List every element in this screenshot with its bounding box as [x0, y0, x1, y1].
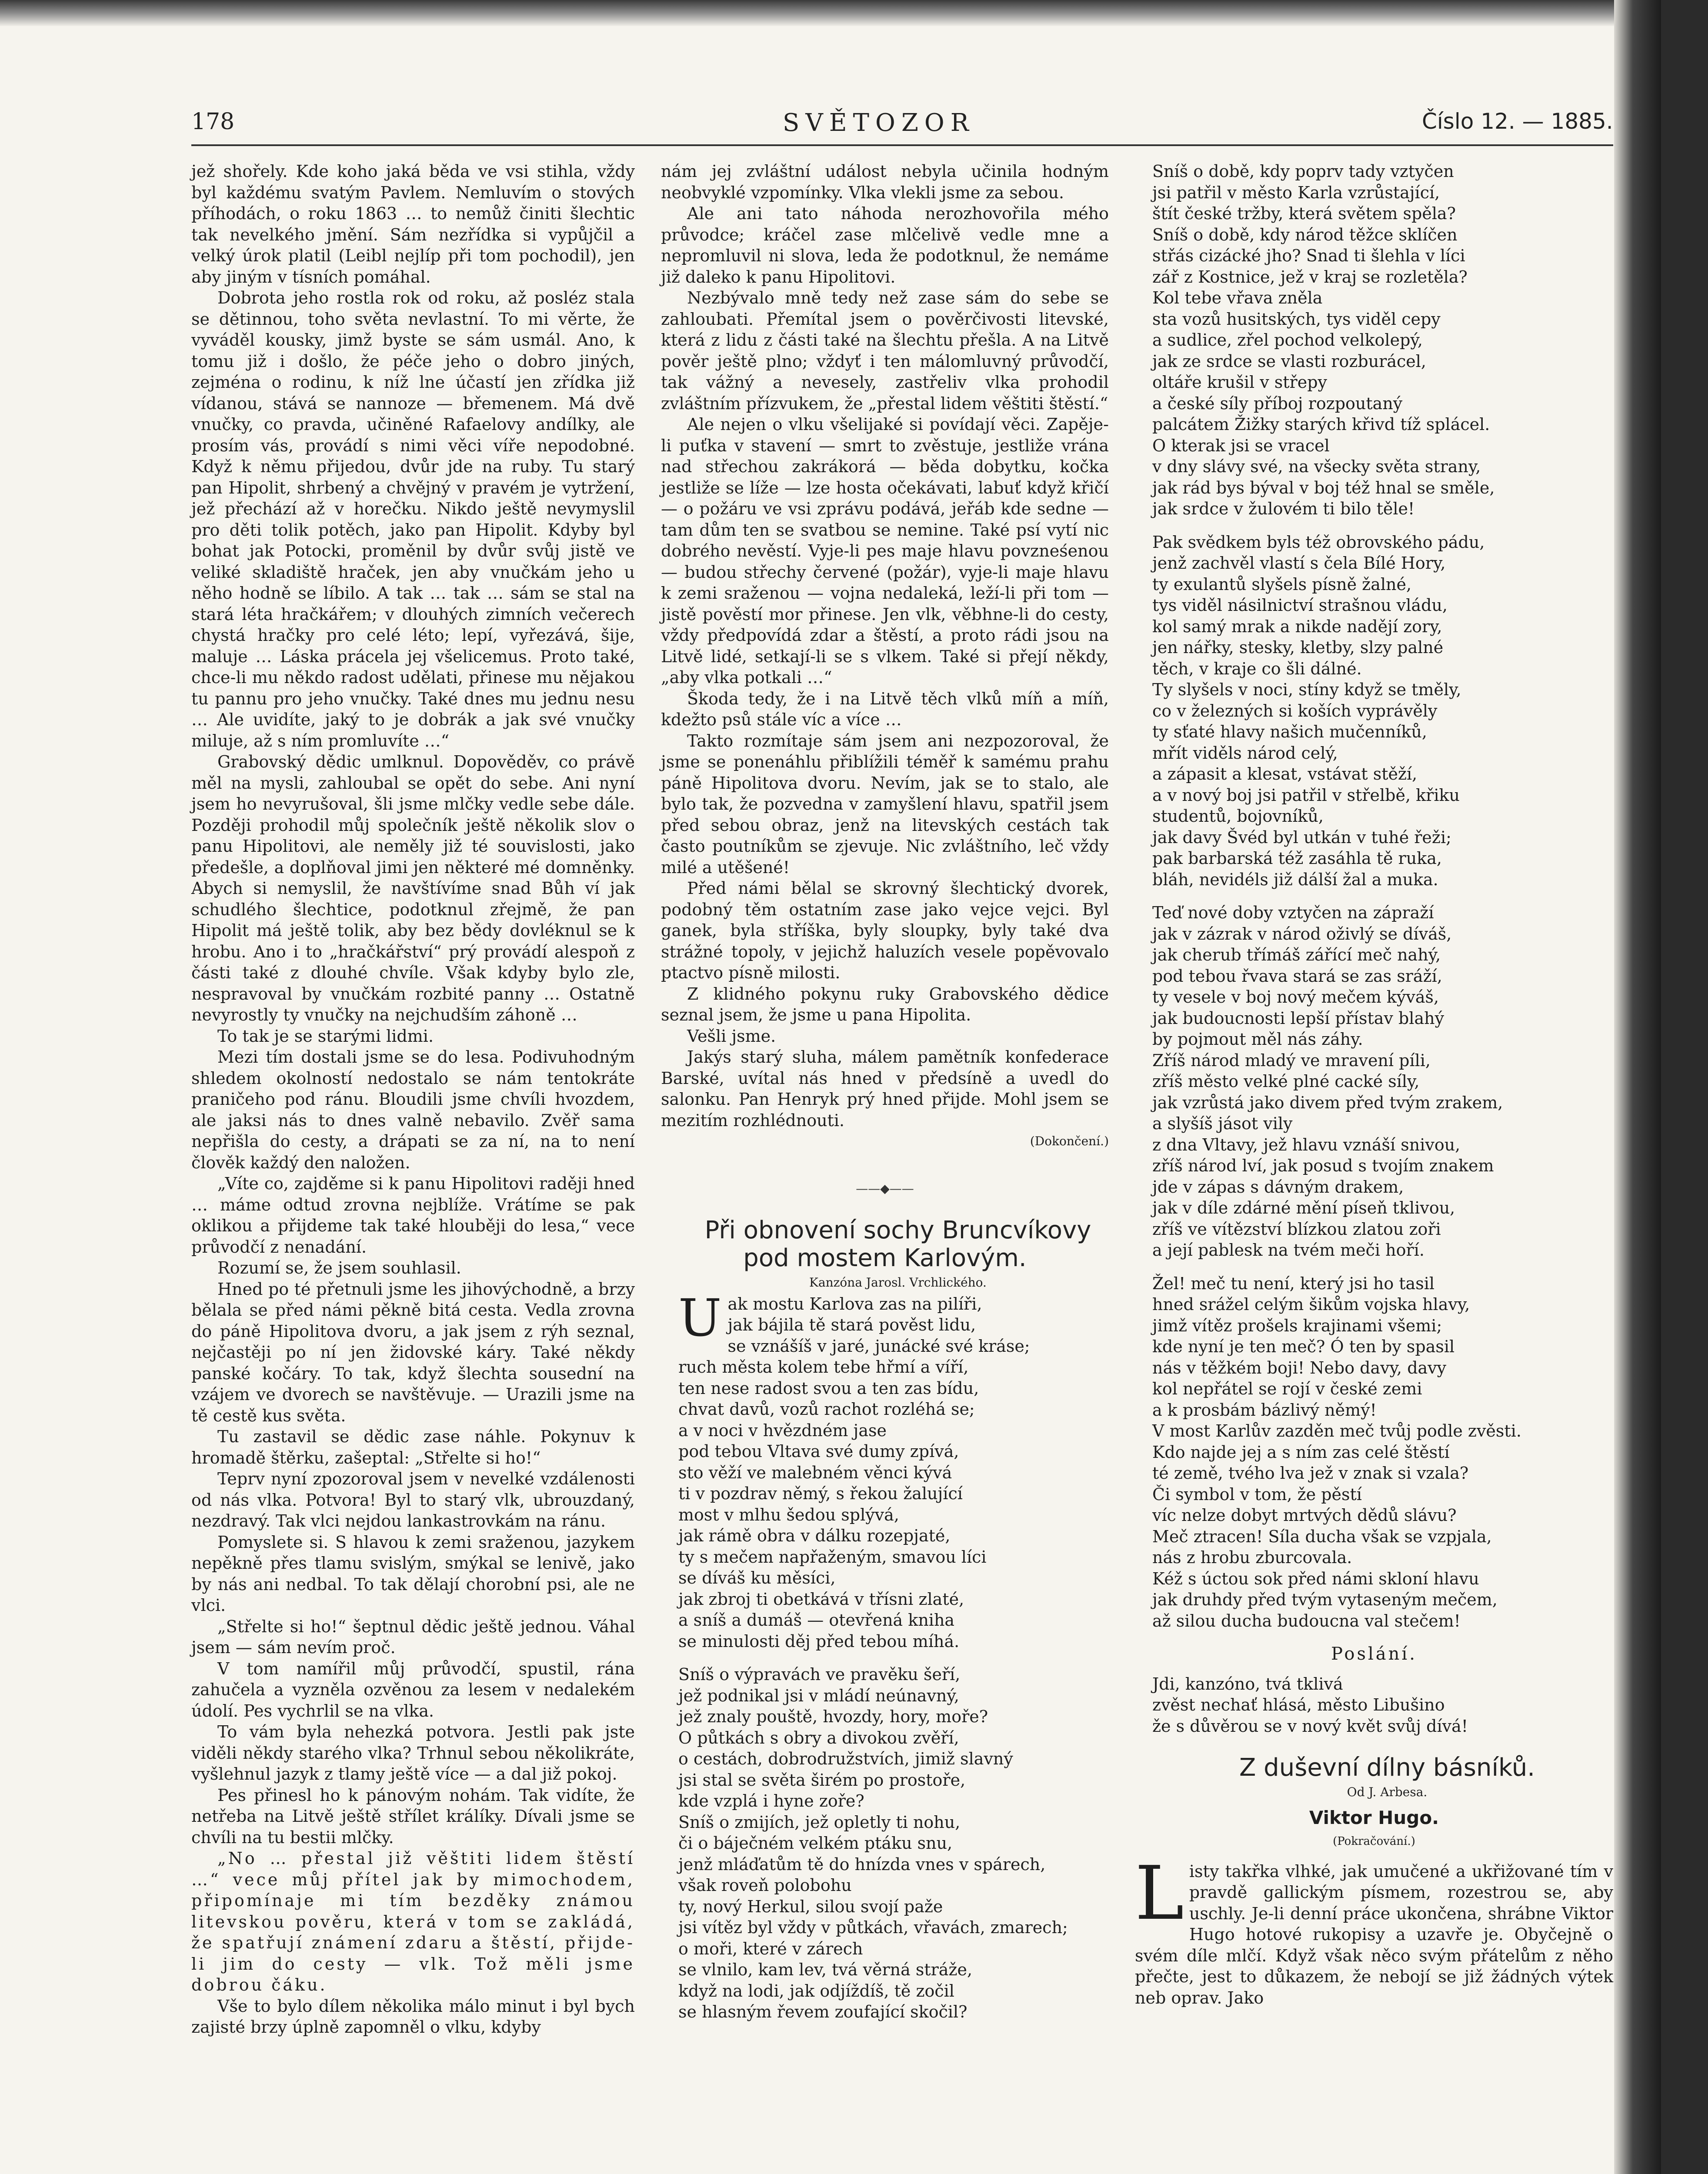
poslani-heading: Poslání. — [1331, 1644, 1417, 1664]
verse-line: jenž mláďatům tě do hnízda vnes v spárech, — [678, 1854, 1046, 1874]
paragraph: Nezbývalo mně tedy než zase sám do sebe se zahloubati. Přemítal jsem o pověrčivosti litevské, která z lidu z části také na šlechtu přešla. A na Litvě pověr ještě plno; vždyť i ten málomluvný průvodčí, tak vážný a nevesely, zastřeliv vlka prohodil zvláštním přízvukem, že „přestal lidem věštiti štěstí.“ — [661, 288, 1109, 413]
verse-line: jak v zázrak v národ oživlý se díváš, — [1152, 924, 1452, 944]
paragraph: nám jej zvláštní událost nebyla učinila hodným neobvyklé vzpomínky. Vlka vlekli jsme za sebou. — [661, 162, 1109, 202]
section-byline: Od J. Arbesa. — [1347, 1785, 1428, 1799]
verse-line: ty vesele v boj nový mečem kýváš, — [1152, 987, 1439, 1007]
verse-line: kde nyní je ten meč? Ó ten by spasil — [1152, 1337, 1455, 1356]
drop-cap: U — [678, 1287, 722, 1348]
verse-line: pod tebou Vltava své dumy zpívá, — [678, 1442, 959, 1461]
paragraph: „No … přestal již věštiti lidem štěstí …“ vece můj přítel jak by mimochodem, připomínaje mi tím bezděky známou litevskou pověru, která v tom se zakládá, že spatřují známení zdaru a štěstí, přijde-li jim do cesty — vlk. Tož měli jsme dobrou čáku. — [191, 1849, 635, 1994]
stanza-4 — [1135, 532, 1613, 890]
verse-line: Ty slyšels v noci, stíny když se tměly, — [1152, 680, 1461, 699]
verse-line: tys viděl násilnictví strašnou vládu, — [1152, 596, 1448, 615]
verse-line: a v nový boj jsi patřil v střelbě, křiku — [1152, 785, 1460, 805]
paragraph: Teprv nyní zpozoroval jsem v nevelké vzdálenosti od nás vlka. Potvora! Byl to starý vlk, ubrouzdaný, nezdravý. Tak vlci nejdou lankastrovkám na ránu. — [191, 1469, 635, 1530]
verse-line: chvat davů, vozů rachot rozléhá se; — [678, 1400, 975, 1419]
stanza-6 — [1135, 1273, 1613, 1632]
verse-line: Pak svědkem byls též obrovského pádu, — [1152, 532, 1485, 552]
verse-line: ak mostu Karlova zas na pilíři, — [727, 1294, 982, 1314]
verse-line: se díváš ku měsíci, — [678, 1568, 836, 1587]
paragraph: To vám byla nehezká potvora. Jestli pak jste viděli někdy starého vlka? Trhnul sebou několikráte, vyšlehnul jazyk z tlamy ještě více — a dal již pokoj. — [191, 1722, 635, 1784]
verse-line: pak barbarská též zasáhla tě ruka, — [1152, 849, 1442, 868]
separator-ornament: ——◆—— — [856, 1181, 914, 1196]
verse-line: a sníš a dumáš — otevřená kniha — [678, 1610, 955, 1630]
verse-line: těch, v kraje co šli dálné. — [1152, 659, 1362, 678]
poem-title: Při obnovení sochy Bruncvíkovy pod mostem Karlovým. — [704, 1216, 1091, 1272]
verse-line: Teď nové doby vztyčen na zápraží — [1152, 903, 1434, 922]
verse-line: zář z Kostnice, jež v kraj se rozletěla? — [1152, 267, 1468, 287]
verse-line: jak rád bys býval v boj též hnal se směle, — [1152, 478, 1495, 497]
paragraph: Vše to bylo dílem několika málo minut i byl bych zajisté brzy úplně zapomněl o vlku, kdyby — [191, 1996, 635, 2037]
verse-line: O půtkách s obry a divokou zvěří, — [678, 1728, 959, 1747]
verse-line: střás cizácké jho? Snad ti šlehla v líci — [1152, 246, 1465, 265]
paragraph: Takto rozmítaje sám jsem ani nezpozoroval, že jsme se ponenáhlu přiblížili téměř k samému prahu páně Hipolitova dvoru. Nevím, jak se to stalo, ale bylo tak, že pozvedna v zamyšlení hlavu, spatřil jsem před sebou obraz, jenž na litevských cestách tak často poutníkům se zjevuje. Nic zvláštního, leč vždy milé a utěšené! — [661, 731, 1109, 877]
author-heading: Viktor Hugo. — [1309, 1807, 1439, 1828]
verse-line: a v noci v hvězdném jase — [678, 1420, 887, 1440]
verse-line: sta vozů husitských, tys viděl cepy — [1152, 309, 1441, 329]
verse-line: jak druhdy před tvým vytaseným mečem, — [1152, 1590, 1498, 1609]
verse-line: však roveň polobohu — [678, 1876, 852, 1895]
verse-line: z dna Vltavy, jež hlavu vznáší snivou, — [1152, 1135, 1461, 1154]
scan-right-edge — [1614, 0, 1661, 2174]
verse-line: a české síly příboj rozpoutaný — [1152, 393, 1403, 413]
verse-line: v dny slávy své, na všecky světa strany, — [1152, 457, 1481, 476]
scan-top-edge — [0, 0, 1661, 26]
verse-line: ruch města kolem tebe hřmí a víří, — [678, 1357, 969, 1377]
verse-line: Sníš o době, kdy národ těžce sklíčen — [1152, 225, 1458, 244]
verse-line: ti v pozdrav němý, s řekou žalující — [678, 1484, 963, 1503]
verse-line: jak vzrůstá jako divem před tvým zrakem, — [1152, 1093, 1503, 1112]
magazine-title: SVĚTOZOR — [783, 109, 975, 137]
verse-line: by pojmout měl nás záhy. — [1152, 1030, 1363, 1049]
verse-line: či o báječném velkém ptáku snu, — [678, 1834, 953, 1853]
verse-line: jenž zachvěl vlastí s čela Bílé Hory, — [1152, 554, 1446, 573]
verse-line: ty sťaté hlavy našich mučenníků, — [1152, 722, 1427, 741]
verse-line: že s důvěrou se v nový květ svůj dívá! — [1152, 1716, 1468, 1736]
verse-line: jak ze srdce se vlasti rozburácel, — [1152, 351, 1427, 371]
verse-line: Sníš o výpravách ve pravěku šeří, — [678, 1665, 961, 1684]
verse-line: ty exulantů slyšels písně žalné, — [1152, 574, 1412, 594]
verse-line: palcátem Žižky starých křivd tíž splácel. — [1152, 415, 1490, 434]
verse-line: zvěst nechať hlásá, město Libušino — [1152, 1695, 1445, 1714]
verse-line: hned srážel celým šikům vojska hlavy, — [1152, 1295, 1470, 1314]
verse-line: Jdi, kanzóno, tvá tklivá — [1152, 1674, 1343, 1694]
paragraph: „Víte co, zajděme si k panu Hipolitovi raději hned … máme odtud zrovna nejblíže. Vrátíme se pak oklikou a přijdeme tak také hlouběji do lesa,“ vece průvodčí z nenadání. — [191, 1174, 635, 1257]
verse-line: Sníš o zmijích, jež opletly ti nohu, — [678, 1812, 961, 1832]
stanza-5 — [1135, 902, 1613, 1261]
verse-line: jen nářky, stesky, kletby, slzy palné — [1152, 638, 1444, 657]
verse-line: a zápasit a klesat, vstávat stěží, — [1152, 764, 1418, 784]
verse-line: jsi vítěz byl vždy v půtkách, vřavách, zmarech; — [678, 1918, 1068, 1937]
verse-line: jak zbroj ti obetkává v třísni zlaté, — [678, 1589, 964, 1609]
verse-line: oltáře krušil v střepy — [1152, 373, 1328, 392]
verse-line: ty, nový Herkul, silou svojí paže — [678, 1897, 943, 1916]
verse-line: se hlasným řevem zoufající skočil? — [678, 2002, 967, 2021]
stanza-2 — [661, 1664, 1109, 2023]
verse-line: jsi patřil v město Karla vzrůstající, — [1152, 183, 1440, 202]
verse-line: jsi stal se světa širém po prostoře, — [678, 1770, 966, 1790]
verse-line: jak bájila tě stará pověst lidu, — [727, 1315, 976, 1334]
verse-line: a k prosbám bázlivý němý! — [1152, 1400, 1377, 1420]
verse-line: co v železných si koších vyprávěly — [1152, 701, 1438, 720]
paragraph: V tom namířil můj průvodčí, spustil, rána zahučela a vyzněla ozvěnou za lesem v nedalekém údolí. Pes vychrlil se na vlka. — [191, 1659, 635, 1721]
paragraph: Ale ani tato náhoda nerozhovořila mého průvodce; kráčel zase mlčelivě vedle mne a nepromluvil ni slova, leda že podotknul, že nemáme již daleko k panu Hipolitovi. — [661, 204, 1109, 287]
verse-line: Či symbol v tom, že pěstí — [1152, 1484, 1362, 1504]
paragraph: Z klidného pokynu ruky Grabovského dědice seznal jsem, že jsme u pana Hipolita. — [661, 984, 1109, 1024]
continuation-label: (Pokračování.) — [1333, 1835, 1415, 1848]
verse-line: o moři, které v zárech — [678, 1939, 863, 1958]
poem-subtitle: Kanzóna Jarosl. Vrchlického. — [809, 1275, 987, 1290]
stanza-1 — [661, 1287, 1109, 1652]
verse-line: jež podnikal jsi v mládí neúnavný, — [678, 1686, 959, 1705]
paragraph: Vešli jsme. — [687, 1026, 776, 1046]
verse-line: Sníš o době, kdy poprv tady vztyčen — [1152, 162, 1454, 181]
verse-line: zříš národ lví, jak posud s tvojím znakem — [1152, 1156, 1494, 1175]
verse-line: nás v těžkém boji! Nebo davy, davy — [1152, 1358, 1447, 1377]
continuation-note: (Dokončení.) — [1030, 1134, 1109, 1148]
verse-line: sto věží ve malebném věnci kývá — [678, 1463, 952, 1482]
verse-line: a její pablesk na tvém meči hoří. — [1152, 1240, 1424, 1260]
verse-line: bláh, nevidéls již dálší žal a muka. — [1152, 870, 1438, 889]
verse-line: V most Karlův zazděn meč tvůj podle zvěsti. — [1152, 1421, 1521, 1440]
verse-line: jimž vítěz prošels krajinami všemi; — [1152, 1316, 1442, 1335]
verse-line: a slyšíš jásot vily — [1152, 1114, 1293, 1133]
paragraph: Dobrota jeho rostla rok od roku, až posléz stala se dětinnou, toho světa nevlastní. To mi věrte, že vyváděl kousky, jimž byste se sám usmál. Ano, k tomu již i došlo, že péče jeho o dobro jiných, zejména o rodinu, k níž lne účastí jen zřídka již vídanou, stává se nannoze — břemenem. Má dvě vnučky, co pravda, učiněné Rafaelovy andílky, ale prosím vás, provádí s nimi věci víře nepodobné. Když k němu přijedou, dvůr jde na ruby. Tu starý pan Hipolit, shrbený a chvějný v pravém je vytržení, jež přechází až v horečku. Nikdo ještě nevymyslil pro děti tolik potěch, jako pan Hipolit. Kdyby byl bohat jak Potocki, proměnil by dvůr svůj jistě ve veliké skladiště hraček, jen aby vnučkám jeho u něho hodně se líbilo. A tak … tak … sám se stal na stará léta hračkářem; v dlouhých zimních večerech chystá hračky pro celé léto; lepí, vyřezává, šije, maluje … Láska prácela jej všelicemus. Proto také, chce-li mu někdo radost udělati, přinese mu nějakou tu pannu pro jeho vnučky. Také dnes mu jednu nesu … Ale uvidíte, jaký to je dobrák a jak své vnučky miluje, až s ním promluvíte …“ — [191, 288, 635, 750]
poslani-stanza — [1135, 1674, 1613, 1737]
paragraph: Pomyslete si. S hlavou k zemi sraženou, jazykem nepěkně přes tlamu svislým, smýkal se lenivě, jako by nás ani nedbal. To tak dělají chorobní psi, ale ne vlci. — [191, 1532, 635, 1615]
verse-line: kol nepřátel se rojí v české zemi — [1152, 1379, 1422, 1398]
paragraph: To tak je se starými lidmi. — [217, 1026, 434, 1046]
verse-line: nás z hrobu zburcovala. — [1152, 1548, 1352, 1567]
verse-line: té země, tvého lva jež v znak si vzala? — [1152, 1464, 1469, 1483]
column-1 — [191, 161, 635, 2038]
paragraph — [1135, 1850, 1613, 2009]
paragraph: Mezi tím dostali jsme se do lesa. Podivuhodným shledem okolností nedostalo se nám tentokráte praničeho pod ránu. Bloudili jsme chvíli hvozdem, ale jaksi nás to dnes valně nebavilo. Zvěř sama nepřišla do cesty, a drápati se za ní, na to není člověk každý den naložen. — [191, 1047, 635, 1172]
paragraph: Grabovský dědic umlknul. Dopověděv, co právě měl na mysli, zahloubal se opět do sebe. Ani nyní jsem ho nevyrušoval, šli jsme mlčky vedle sebe dále. Později prohodil můj společník ještě několik slov o panu Hipolitovi, ale neměly již té souvislosti, jako předešle, a doplňoval jimi jen některé mé domněnky. Abych si nemyslil, že navštívíme snad Bůh ví jak schudlého šlechtice, podotknul zřejmě, že pan Hipolit má ještě tolik, aby bez bědy dovléknul se k hrobu. Ano i to „hračkářství“ prý provádí alespoň z části také z dlouhé chvíle. Však kdyby bylo zle, nespravoval by vnučkám rozbité panny … Ostatně nevyrostly ty vnučky na nejchudším záhoně … — [191, 752, 635, 1024]
verse-line: kol samý mrak a nikde nadějí zory, — [1152, 617, 1442, 636]
verse-line: jak davy Švéd byl utkán v tuhé řeži; — [1152, 827, 1451, 847]
verse-line: Zříš národ mladý ve mravení píli, — [1152, 1050, 1431, 1070]
column-2 — [661, 161, 1109, 2035]
verse-line: mřít viděls národ celý, — [1152, 743, 1338, 763]
verse-line: jak budoucnosti lepší přístav blahý — [1152, 1008, 1444, 1028]
paragraph: Ale nejen o vlku všelijaké si povídají věci. Zapěje-li puťka v stavení — smrt to zvěstuje, jestliže vrána nad střechou zakrákorá — běda dobytku, kočka jestliže se líže — lze hosta očekávati, labuť když křičí — o požáru ve vsi zprávu podává, jeřáb kde sedne — tam dům ten se svatbou se nemine. Také psí vytí nic dobrého nevěstí. Vyje-li pes maje hlavu povzneśenou — budou střechy červené (požár), vyje-li maje hlavu k zemi sraženou — vojna nedaleká, leží-li při tom — jistě pověstí mor přinese. Jen vlk, věbhne-li do cesty, vždy předpovídá zdar a štěstí, a proto rádi jsou na Litvě lidé, setkají-li se s vlkem. Také si přejí někdy, „aby vlka potkali …“ — [661, 415, 1109, 687]
verse-line: zříš ve vítězství blízkou zlatou zoři — [1152, 1219, 1441, 1239]
verse-line: Kol tebe vřava zněla — [1152, 288, 1323, 307]
verse-line: zříš město velké plné cacké síly, — [1152, 1072, 1420, 1091]
paragraph: jež shořely. Kde koho jaká běda ve vsi stihla, vždy byl každému svatým Pavlem. Nemluvím o stových příhodách, o roku 1863 … to nemůž činiti šlechtic tak nevelkého jmění. Sám nezřídka si vypůjčil a velký úrok platil (Leibl nejlíp při tom pochodil), jen aby jiným v tísních pomáhal. — [191, 162, 635, 287]
paragraph-text: isty takřka vlhké, jak umučené a ukřižované tím v pravdě gallickým písmem, rozestrou se, aby uschly. Je-li denní práce ukončena, shrábne Viktor Hugo hotové rukopisy a uzavře je. Obyčejně o svém díle mlčí. Když však něco svým přátelům z něho přečte, jest to důkazem, že nebojí se již žádných výtek neb oprav. Jako — [1135, 1861, 1613, 2007]
verse-line: O kterak jsi se vracel — [1152, 436, 1330, 455]
paragraph: Tu zastavil se dědic zase náhle. Pokynuv k hromadě štěrku, zašeptal: „Střelte si ho!“ — [191, 1427, 635, 1467]
paragraph: Hned po té přetnuli jsme les jihovýchodně, a brzy bělala se před námi pěkně bitá cesta. Vedla zrovna do páně Hipolitova dvoru, a jak jsem z rýh seznal, nejčastěji po ní jen židovské káry. Také někdy panské kočáry. To tak, když šlechta sousední na vzájem ve dvorech se navštěvuje. — Urazili jsme na tě cestě kus světa. — [191, 1279, 635, 1425]
paragraph: Pes přinesl ho k pánovým nohám. Tak vidíte, že netřeba na Litvě ještě střílet králíky. Dívali jsme se chvíli na tu bestii mlčky. — [191, 1785, 635, 1847]
drop-cap: L — [1135, 1850, 1184, 1937]
page-number: 178 — [191, 109, 235, 135]
verse-line: pod tebou řvava stará se zas sráží, — [1152, 966, 1442, 986]
verse-line: o cestách, dobrodružstvích, jimiž slavný — [678, 1749, 1013, 1768]
paragraph: Rozumí se, že jsem souhlasil. — [217, 1258, 461, 1277]
verse-line: se vznášíš v jaré, junácké své kráse; — [727, 1336, 1030, 1356]
verse-line: studentů, bojovníků, — [1152, 807, 1324, 826]
verse-line: až silou ducha budoucna val stečem! — [1152, 1611, 1461, 1630]
verse-line: ten nese radost svou a ten zas bídu, — [678, 1378, 979, 1398]
verse-line: když na lodi, jak odjíždíš, tě zočil — [678, 1981, 954, 2001]
verse-line: jak v díle zdárné mění píseň tklivou, — [1152, 1198, 1455, 1217]
verse-line: se vlnilo, kam lev, tvá věrná stráže, — [678, 1960, 973, 1979]
section-title: Z duševní dílny básníků. — [1239, 1754, 1535, 1782]
verse-line: jak rámě obra v dálku rozepjaté, — [678, 1526, 951, 1545]
verse-line: Kéž s úctou sok před námi skloní hlavu — [1152, 1569, 1479, 1588]
paragraph: Škoda tedy, že i na Litvě těch vlků míň a míň, kdežto psů stále víc a více … — [661, 689, 1109, 729]
issue-label: Číslo 12. — 1885. — [1422, 109, 1613, 134]
verse-line: se minulosti děj před tebou míhá. — [678, 1631, 960, 1651]
paragraph: Jakýs starý sluha, málem pamětník konfederace Barské, uvítal nás hned v předsíně a uvedl do salonku. Pan Henryk prý hned přijde. Mohl jsem se mezitím rozhlédnouti. — [661, 1047, 1109, 1130]
verse-line: víc nelze dobyt mrtvých dědů slávu? — [1152, 1506, 1457, 1525]
verse-line: jež znaly pouště, hvozdy, hory, moře? — [678, 1707, 988, 1726]
verse-line: jde v zápas s dávným drakem, — [1152, 1177, 1404, 1197]
verse-line: a sudlice, zřel pochod velkolepý, — [1152, 330, 1423, 350]
stanza-3 — [1135, 161, 1613, 520]
paragraph: „Střelte si ho!“ šeptnul dědic ještě jednou. Váhal jsem — sám nevím proč. — [191, 1617, 635, 1657]
verse-line: štít české tržby, která světem spěla? — [1152, 204, 1456, 223]
verse-line: most v mlhu šedou splývá, — [678, 1505, 899, 1524]
paragraph: Před námi bělal se skrovný šlechtický dvorek, podobný těm ostatním zase jako vejce vejci. Byl ganek, byla stříška, byly sloupky, byly také dva strážné topoly, v jejichž haluzích vesele popěvovalo ptactvo písně milosti. — [661, 879, 1109, 982]
verse-line: jak cherub třímáš zářící meč nahý, — [1152, 945, 1441, 964]
verse-line: Žel! meč tu není, který jsi ho tasil — [1152, 1274, 1435, 1293]
verse-line: Kdo najde jej a s ním zas celé štěstí — [1152, 1442, 1450, 1462]
verse-line: jak srdce v žulovém ti bilo těle! — [1152, 499, 1415, 518]
verse-line: kde vzplá i hyne zoře? — [678, 1791, 864, 1811]
column-3 — [1135, 161, 1613, 2008]
header-rule — [191, 144, 1613, 146]
verse-line: ty s mečem napřaženým, smavou líci — [678, 1547, 987, 1567]
verse-line: Meč ztracen! Síla ducha však se vzpjala, — [1152, 1527, 1492, 1546]
